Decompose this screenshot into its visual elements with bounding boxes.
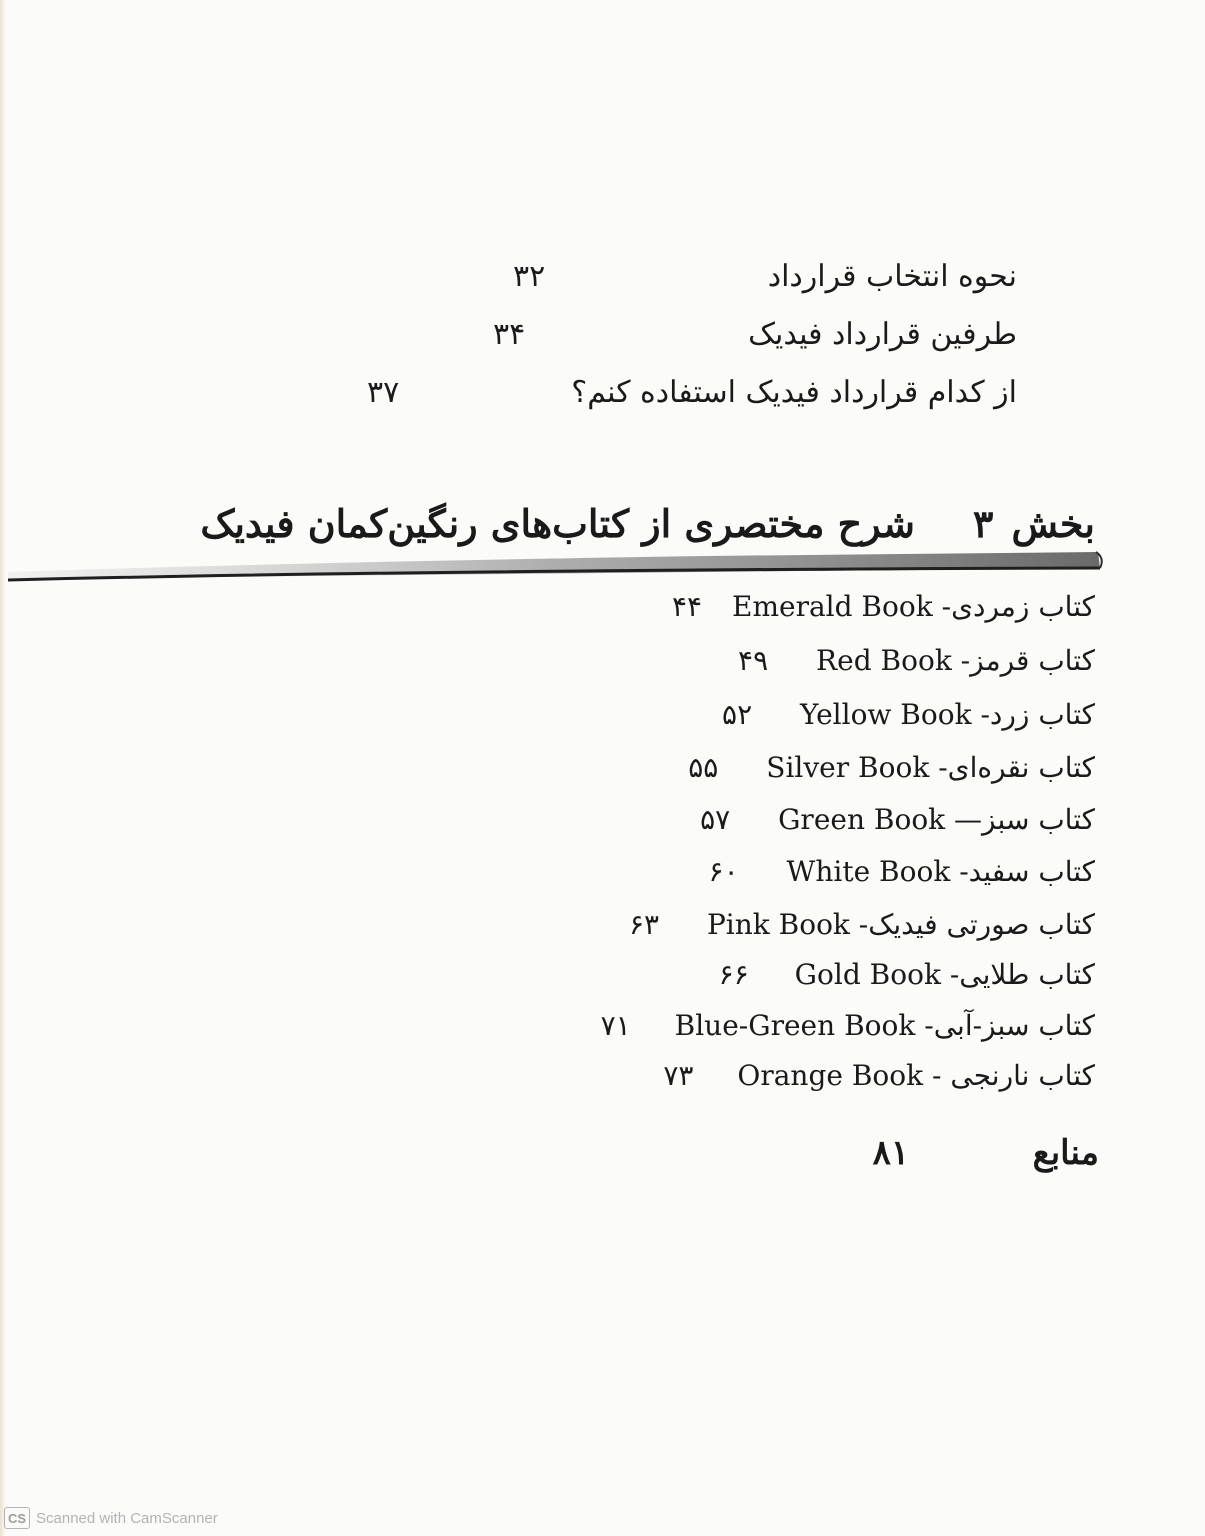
- book-fa-title: کتاب سبز—: [945, 803, 1095, 836]
- book-entry: [672, 588, 1095, 626]
- book-en-title: Green Book: [778, 803, 946, 836]
- book-en-title: Blue-Green Book: [674, 1009, 916, 1042]
- book-en-title: Red Book: [816, 644, 952, 677]
- book-fa-title: کتاب طلایی-: [940, 958, 1095, 991]
- book-fa-title: کتاب نقره‌ای-: [929, 751, 1095, 784]
- camscanner-logo-icon: CS: [4, 1507, 30, 1529]
- book-entry: [628, 906, 1095, 944]
- book-entry: [708, 853, 1095, 891]
- book-page: ۵۲: [722, 698, 753, 731]
- book-entry: [722, 696, 1095, 734]
- book-fa-title: کتاب نارنجی -: [923, 1059, 1095, 1092]
- book-en-title: White Book: [786, 855, 951, 888]
- section-number: ۳: [973, 501, 994, 546]
- book-entry: [688, 749, 1095, 787]
- toc-entry-page: ۳۴: [493, 317, 526, 352]
- book-fa-title: کتاب صورتی فیدیک-: [849, 908, 1095, 941]
- book-fa-title: کتاب قرمز-: [951, 644, 1095, 677]
- toc-entry: [493, 315, 1017, 355]
- book-fa-title: کتاب زرد-: [971, 698, 1095, 731]
- toc-entry-page: ۳۷: [367, 375, 400, 410]
- section-divider-rule: [8, 546, 1105, 582]
- camscanner-watermark: [4, 1506, 218, 1530]
- book-entry: [718, 956, 1095, 994]
- toc-entry-title: طرفین قرارداد فیدیک: [748, 317, 1017, 352]
- book-page: ۷۱: [600, 1009, 631, 1042]
- book-fa-title: کتاب سفید-: [950, 855, 1095, 888]
- sources-page: ۸۱: [872, 1133, 910, 1173]
- book-en-title: Gold Book: [794, 958, 941, 991]
- book-fa-title: کتاب زمردی-: [932, 590, 1095, 623]
- toc-entry-title: از کدام قرارداد فیدیک استفاده کنم؟: [571, 375, 1017, 410]
- section-title: شرح مختصری از کتاب‌های رنگین‌کمان فیدیک: [200, 501, 916, 546]
- book-page: ۶۰: [708, 855, 739, 888]
- book-en-title: Silver Book: [766, 751, 930, 784]
- watermark-text: Scanned with CamScanner: [36, 1509, 218, 1527]
- book-page: ۵۷: [700, 803, 731, 836]
- book-en-title: Orange Book: [737, 1059, 924, 1092]
- book-page: ۷۳: [663, 1059, 694, 1092]
- toc-entry-title: نحوه انتخاب قرارداد: [767, 259, 1017, 294]
- book-en-title: Pink Book: [706, 908, 850, 941]
- book-entry: [700, 801, 1095, 839]
- book-fa-title: کتاب سبز-آبی-: [915, 1009, 1095, 1042]
- book-en-title: Yellow Book: [800, 698, 972, 731]
- section-heading: [200, 498, 1095, 550]
- book-entry: [663, 1057, 1095, 1095]
- book-en-title: Emerald Book: [732, 590, 933, 623]
- page-edge-shadow: [0, 0, 6, 1536]
- book-page: ۴۴: [672, 590, 703, 623]
- book-entry: [738, 642, 1095, 680]
- book-entry: [600, 1007, 1095, 1045]
- sources-entry: [872, 1130, 1099, 1176]
- book-page: ۶۶: [718, 958, 749, 991]
- section-label: بخش: [1011, 501, 1095, 546]
- toc-entry: [367, 373, 1017, 413]
- toc-entry: [513, 257, 1017, 297]
- toc-entry-page: ۳۲: [513, 259, 546, 294]
- book-page: ۶۳: [628, 908, 660, 941]
- sources-label: منابع: [1032, 1133, 1099, 1173]
- book-page: ۴۹: [738, 644, 769, 677]
- book-page: ۵۵: [688, 751, 719, 784]
